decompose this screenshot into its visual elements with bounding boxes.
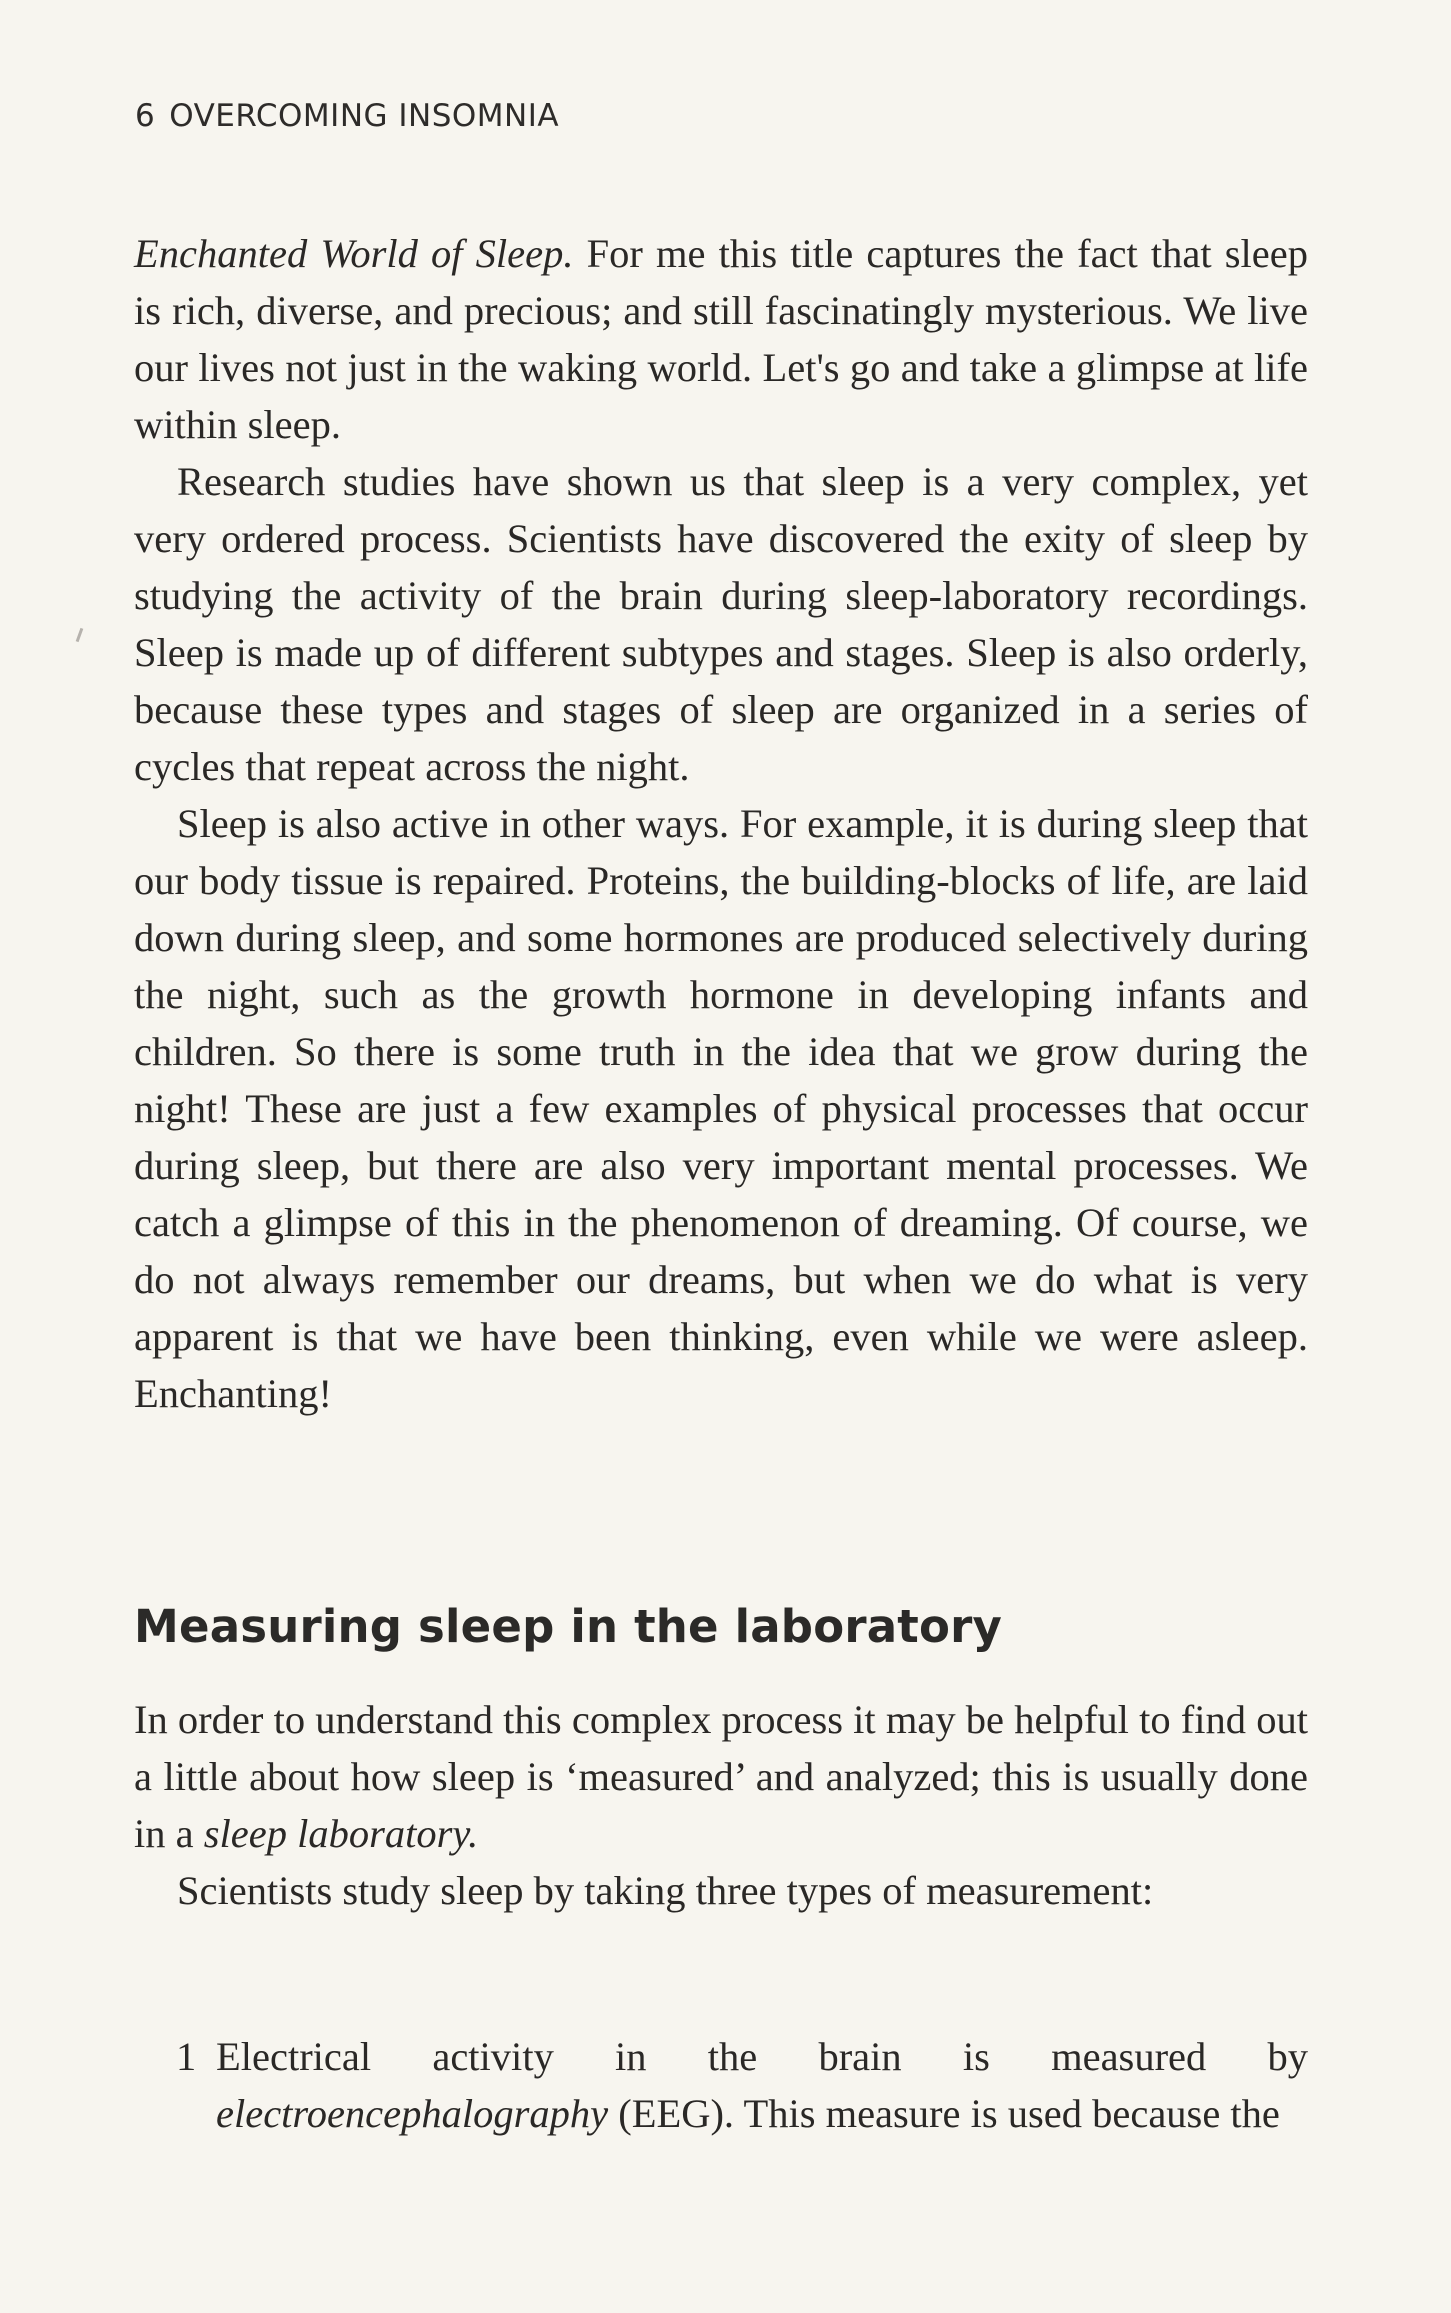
paragraph-measuring-text: In order to understand this complex process it may be helpful to find out a little about how sleep is ‘measured’ and analyzed; this is usually done in a bbox=[134, 1697, 1308, 1856]
scan-mark bbox=[76, 628, 84, 642]
section-heading: Measuring sleep in the laboratory bbox=[134, 1600, 1003, 1653]
running-title: OVERCOMING INSOMNIA bbox=[169, 98, 560, 134]
paragraph-intro-text: For me this title captures the fact that sleep is rich, diverse, and precious; and still fascinatingly mysterious. We live our lives not just in the waking world. Let's go and take a glimpse at life within sleep. bbox=[134, 231, 1309, 447]
section-body bbox=[134, 1691, 1308, 1919]
list-item-text-end: (EEG). This measure is used because the bbox=[608, 2091, 1280, 2136]
list-item-text bbox=[216, 2028, 1308, 2142]
list-item-number: 1 bbox=[176, 2034, 197, 2079]
book-title-italic: Enchanted World of Sleep. bbox=[134, 231, 574, 276]
paragraph-intro bbox=[134, 225, 1308, 453]
paragraph-active-sleep: Sleep is also active in other ways. For example, it is during sleep that our body tissue is repaired. Proteins, the building-blocks of life, are laid down during sleep, and some hormones are produced selectively during the night, such as the growth hormone in developing infants and children. So there is some truth in the idea that we grow during the night! These are just a few examples of physical processes that occur during sleep, but there are also very important mental processes. We catch a glimpse of this in the phenomenon of dreaming. Of course, we do not always remember our dreams, but when we do what is very apparent is that we have been thinking, even while we were asleep. Enchanting! bbox=[134, 801, 1308, 1416]
sleep-laboratory-italic: sleep laboratory. bbox=[203, 1811, 479, 1856]
paragraph-research: Research studies have shown us that sleep is a very complex, yet very ordered process. Scientists have discovered the exity of sleep by studying the activity of the brain during sleep-laboratory recordings. Sleep is made up of different subtypes and stages. Sleep is also orderly, because these types and stages of sleep are organized in a series of cycles that repeat across the night. bbox=[134, 459, 1308, 789]
list-item-text-start: Electrical activity in the brain is measured by bbox=[216, 2034, 1308, 2079]
paragraph-measurements: Scientists study sleep by taking three types of measurement: bbox=[177, 1868, 1154, 1913]
running-header bbox=[135, 98, 559, 134]
paragraph-measuring bbox=[134, 1691, 1308, 1862]
body-text bbox=[134, 225, 1308, 1422]
page-number: 6 bbox=[135, 98, 156, 134]
list-item-italic-term: electroencephalography bbox=[216, 2091, 609, 2136]
list-item bbox=[176, 2028, 1308, 2142]
